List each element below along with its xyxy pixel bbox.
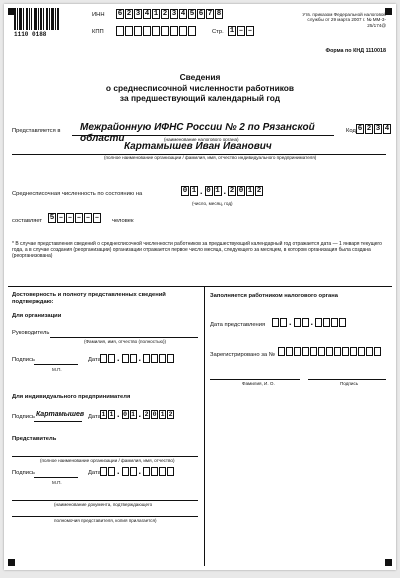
ip-signature[interactable]: Картамышев — [36, 411, 85, 418]
digit-cell[interactable] — [366, 347, 373, 356]
title-line: Сведения — [179, 72, 221, 82]
date-separator: . — [310, 317, 314, 327]
rep-sign-label: Подпись — [12, 470, 35, 476]
digit-cell[interactable]: 0 — [123, 410, 127, 418]
date-separator: . — [200, 186, 203, 196]
head-caption: (Фамилия, имя, отчество (полностью)) — [84, 339, 167, 344]
digit-cell[interactable]: 6 — [198, 10, 204, 18]
page-label: Стр. — [212, 29, 224, 35]
head-label: Руководитель — [12, 330, 50, 336]
rep-date-label: Дата — [88, 470, 101, 476]
digit-cell[interactable]: 6 — [357, 125, 363, 133]
date-separator: . — [117, 409, 120, 419]
digit-cell[interactable] — [280, 318, 287, 327]
digit-cell[interactable]: 2 — [126, 10, 132, 18]
submitted-to-label: Представляется в — [12, 128, 61, 134]
digit-cell[interactable]: 0 — [238, 187, 244, 195]
digit-cell[interactable] — [116, 26, 124, 36]
digit-cell[interactable]: 3 — [135, 10, 141, 18]
tax-authority-caption: (наименование налогового органа) — [164, 137, 239, 142]
digit-cell[interactable]: 8 — [216, 10, 222, 18]
digit-cell[interactable] — [167, 467, 174, 476]
digit-cell[interactable]: 1 — [247, 187, 253, 195]
digit-cell[interactable] — [130, 467, 137, 476]
barcode-number: 1110 0188 — [14, 31, 47, 38]
digit-cell[interactable]: 2 — [144, 410, 149, 418]
rep-sign-line[interactable] — [34, 477, 78, 478]
doc-caption-2: полномочия представителя, копия прилагается) — [54, 518, 157, 523]
kpp-label: КПП — [92, 29, 104, 35]
form-title — [4, 72, 396, 104]
date-separator: . — [138, 466, 142, 476]
ip-date-cells[interactable] — [100, 409, 174, 419]
digit-cell[interactable]: 3 — [171, 10, 177, 18]
digit-cell[interactable]: 1 — [153, 10, 159, 18]
digit-cell[interactable] — [374, 347, 381, 356]
digit-cell[interactable] — [161, 26, 169, 36]
headcount-date-cells[interactable] — [181, 186, 263, 196]
digit-cell[interactable] — [159, 354, 166, 363]
digit-cell[interactable] — [310, 347, 317, 356]
digit-cell[interactable] — [302, 318, 309, 327]
digit-cell[interactable] — [159, 467, 166, 476]
digit-cell[interactable] — [170, 26, 178, 36]
digit-cell[interactable]: 1 — [191, 187, 197, 195]
date-separator: . — [117, 466, 120, 476]
digit-cell[interactable] — [315, 318, 322, 327]
column-divider — [204, 286, 205, 566]
digit-cell[interactable] — [167, 354, 174, 363]
digit-cell[interactable] — [143, 467, 150, 476]
org-date-cells[interactable] — [100, 353, 174, 363]
org-date-label: Дата — [88, 357, 101, 363]
digit-cell[interactable]: 4 — [180, 10, 186, 18]
digit-cell[interactable] — [151, 467, 158, 476]
inn-label: ИНН — [92, 12, 105, 18]
digit-cell[interactable]: 5 — [189, 10, 195, 18]
digit-cell[interactable] — [188, 26, 196, 36]
headcount-date-label: Среднесписочная численность по состоянию на — [12, 191, 143, 197]
officer-name-caption: Фамилия, И. О. — [242, 381, 275, 386]
digit-cell[interactable]: 4 — [384, 125, 390, 133]
org-sign-label: Подпись — [12, 357, 35, 363]
digit-cell[interactable]: 1 — [131, 410, 135, 418]
digit-cell[interactable]: 0 — [206, 187, 211, 195]
corner-marker — [385, 8, 392, 15]
digit-cell[interactable] — [143, 354, 150, 363]
digit-cell[interactable] — [100, 467, 107, 476]
kpp-cells[interactable] — [116, 26, 196, 36]
section-divider — [8, 286, 392, 287]
title-line: о среднесписочной численности работников — [105, 82, 295, 93]
date-separator: . — [117, 353, 120, 363]
digit-cell[interactable]: 1 — [109, 410, 114, 418]
digit-cell[interactable]: 5 — [49, 214, 55, 222]
representative-heading: Представитель — [12, 436, 57, 442]
officer-name-line[interactable] — [210, 379, 300, 380]
digit-cell[interactable]: 0 — [182, 187, 188, 195]
digit-cell[interactable] — [134, 26, 142, 36]
headcount-date-caption: (число, месяц, год) — [192, 201, 233, 206]
ip-date-label: Дата — [88, 414, 101, 420]
digit-cell[interactable] — [130, 354, 137, 363]
form-code: Форма по КНД 1110018 — [325, 48, 386, 54]
digit-cell[interactable] — [143, 26, 151, 36]
digit-cell[interactable] — [100, 354, 107, 363]
digit-cell[interactable] — [294, 318, 301, 327]
officer-sign-caption: Подпись — [340, 381, 359, 386]
digit-cell[interactable]: 3 — [375, 125, 381, 133]
barcode-bars — [14, 8, 59, 30]
tax-authority-name[interactable]: Межрайонную ИФНС России № 2 по Рязанской области — [80, 122, 315, 144]
headcount-label: составляет — [12, 218, 43, 224]
digit-cell[interactable] — [278, 347, 285, 356]
digit-cell[interactable]: 2 — [366, 125, 372, 133]
digit-cell[interactable] — [302, 347, 309, 356]
submission-date-label: Дата представления — [210, 322, 266, 328]
digit-cell[interactable] — [318, 347, 325, 356]
digit-cell[interactable] — [108, 354, 115, 363]
confirmation-heading: Достоверность и полноту представленных сведений подтверждаю: — [12, 292, 166, 306]
org-heading: Для организации — [12, 313, 62, 319]
digit-cell[interactable] — [358, 347, 365, 356]
digit-cell[interactable]: 7 — [207, 10, 213, 18]
digit-cell[interactable]: 2 — [168, 410, 173, 418]
digit-cell[interactable] — [286, 347, 293, 356]
digit-cell[interactable]: 2 — [229, 187, 235, 195]
rep-mp-label: М.П. — [52, 480, 62, 485]
digit-cell[interactable] — [108, 467, 115, 476]
digit-cell[interactable] — [323, 318, 330, 327]
digit-cell[interactable] — [152, 26, 160, 36]
date-separator: . — [289, 317, 292, 327]
digit-cell[interactable] — [294, 347, 301, 356]
doc-line[interactable] — [12, 500, 198, 501]
digit-cell[interactable] — [334, 347, 341, 356]
ip-sign-line — [34, 421, 82, 422]
representative-line[interactable] — [12, 456, 198, 457]
tax-code-cells[interactable] — [356, 124, 391, 134]
digit-cell[interactable] — [339, 318, 346, 327]
digit-cell[interactable]: 4 — [144, 10, 150, 18]
organization-caption: (полное наименование организации / фамилия, имя, отчество индивидуального предпринимателя) — [104, 155, 317, 160]
digit-cell[interactable]: 2 — [162, 10, 168, 18]
ip-heading: Для индивидуального предпринимателя — [12, 394, 131, 400]
form-sheet — [4, 4, 396, 570]
date-separator: . — [138, 409, 142, 419]
tax-authority-underline — [72, 135, 334, 136]
officer-sign-line[interactable] — [308, 379, 386, 380]
headcount-unit: человек — [112, 218, 134, 224]
digit-cell[interactable] — [122, 467, 129, 476]
digit-cell[interactable] — [272, 318, 279, 327]
digit-cell[interactable]: – — [85, 214, 91, 222]
digit-cell[interactable]: – — [238, 27, 244, 35]
date-separator: . — [223, 186, 227, 196]
title-line: за предшествующий календарный год — [119, 93, 281, 103]
digit-cell[interactable]: – — [58, 214, 64, 222]
organization-name[interactable]: Картамышев Иван Иванович — [124, 141, 272, 152]
code-label: Код — [346, 128, 356, 134]
head-underline[interactable] — [50, 337, 198, 338]
digit-cell[interactable] — [122, 354, 129, 363]
approval-text: Утв. приказом Федеральной налоговой службы от 29 марта 2007 г. № ММ-3-25/174@ — [302, 12, 386, 28]
digit-cell[interactable] — [350, 347, 357, 356]
ip-sign-label: Подпись — [12, 414, 35, 420]
digit-cell[interactable] — [342, 347, 349, 356]
corner-marker — [385, 559, 392, 566]
digit-cell[interactable]: – — [94, 214, 100, 222]
digit-cell[interactable]: 1 — [101, 410, 106, 418]
digit-cell[interactable]: 1 — [229, 27, 235, 35]
org-sign-line[interactable] — [34, 364, 78, 365]
digit-cell[interactable]: – — [247, 27, 253, 35]
page-cells[interactable] — [228, 26, 254, 36]
digit-cell[interactable]: 1 — [215, 187, 220, 195]
digit-cell[interactable] — [326, 347, 333, 356]
digit-cell[interactable]: – — [76, 214, 82, 222]
registration-number-cells[interactable] — [278, 347, 381, 356]
tax-officer-heading: Заполняется работником налогового органа — [210, 293, 338, 299]
doc-caption: (наименование документа, подтверждающего — [54, 502, 153, 507]
digit-cell[interactable] — [331, 318, 338, 327]
digit-cell[interactable]: 0 — [152, 410, 157, 418]
barcode — [14, 8, 59, 38]
digit-cell[interactable] — [151, 354, 158, 363]
rep-date-cells[interactable] — [100, 466, 174, 476]
digit-cell[interactable]: 6 — [117, 10, 123, 18]
doc-line-2[interactable] — [12, 516, 198, 517]
digit-cell[interactable]: 2 — [256, 187, 262, 195]
digit-cell[interactable] — [179, 26, 187, 36]
mp-label: М.П. — [52, 367, 62, 372]
digit-cell[interactable]: 1 — [160, 410, 165, 418]
headcount-cells[interactable] — [48, 213, 101, 223]
footnote: * В случае представления сведений о среднесписочной численности работников за предшествующий календарный год отражается дата — 1 января текущего года, а в случае создания (реорганизации) организации отражается первое число месяца, следующего за месяцем, в котором организация была создана (реорганизована) — [12, 241, 382, 259]
inn-cells[interactable] — [116, 9, 223, 19]
digit-cell[interactable]: – — [67, 214, 73, 222]
representative-caption: (полное наименование организации / фамилия, имя, отчество) — [40, 458, 175, 463]
submission-date-cells[interactable] — [272, 317, 346, 327]
digit-cell[interactable] — [125, 26, 133, 36]
corner-marker — [8, 559, 15, 566]
date-separator: . — [138, 353, 142, 363]
registered-label: Зарегистрировано за № — [210, 352, 275, 358]
